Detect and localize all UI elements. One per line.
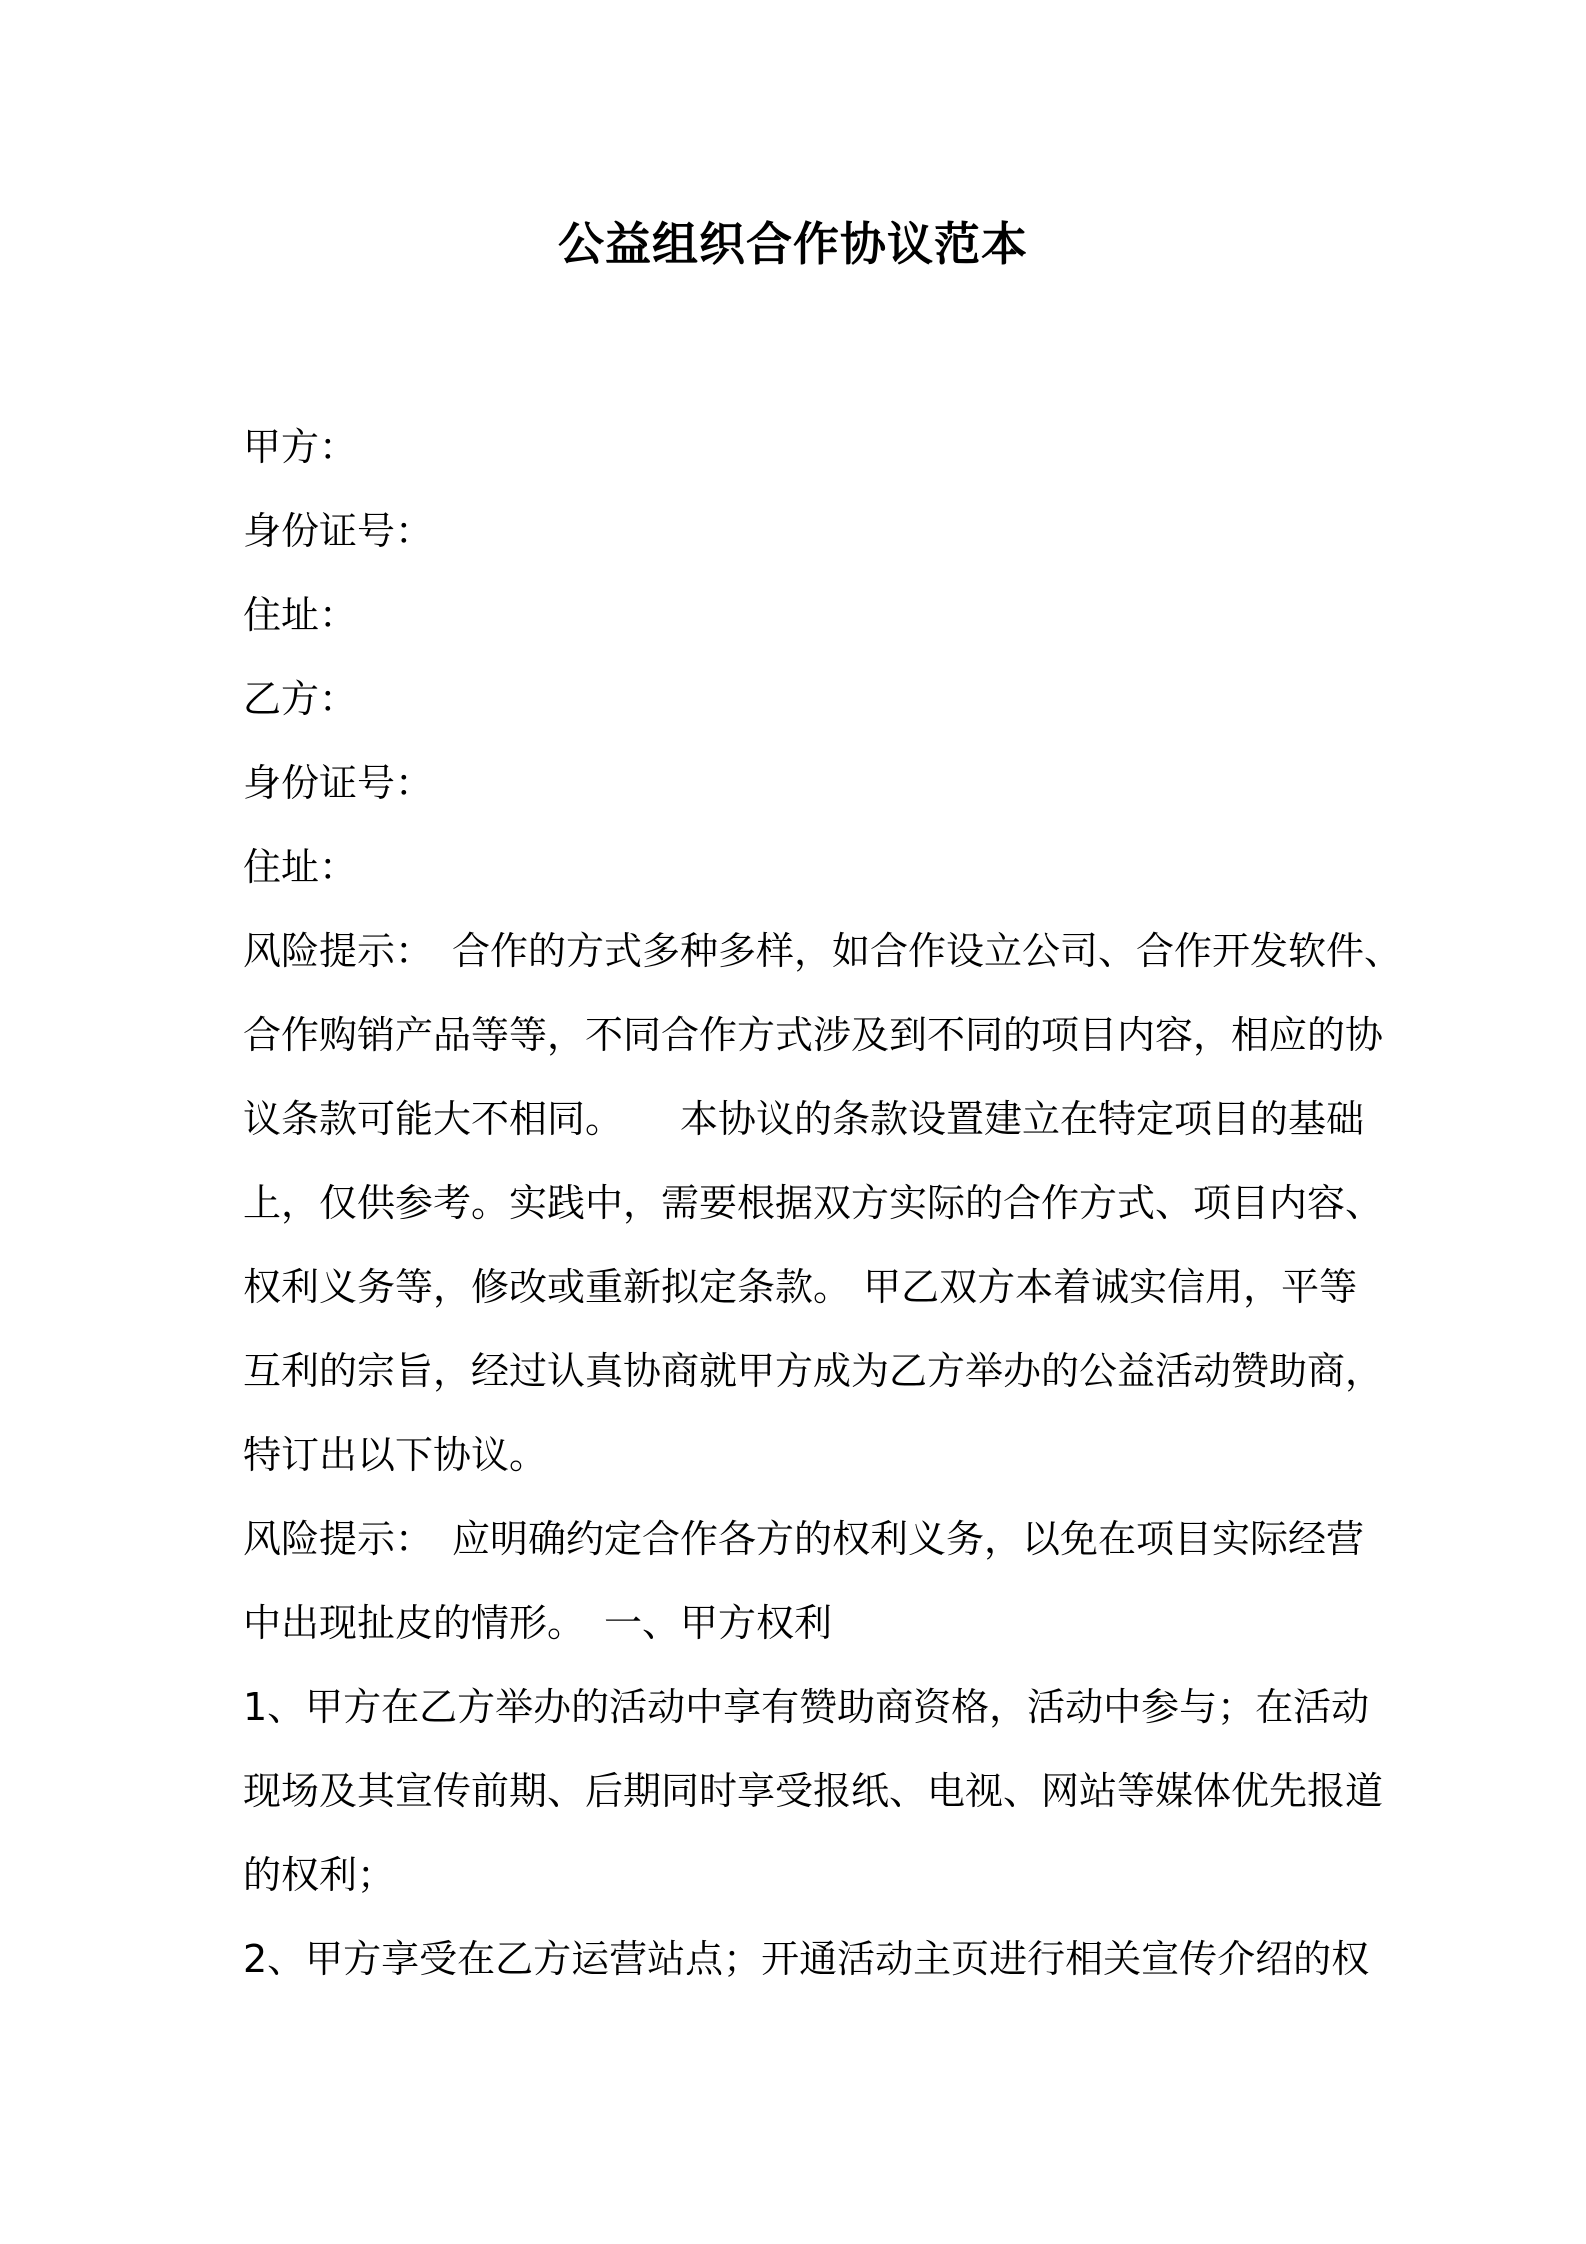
- document-title: 公益组织合作协议范本: [558, 217, 1028, 271]
- risk-tip-paragraph-line: 风险提示： 合作的方式多种多样，如合作设立公司、合作开发软件、: [243, 929, 1403, 973]
- risk-tip-paragraph-line: 合作购销产品等等，不同合作方式涉及到不同的项目内容，相应的协: [243, 1013, 1384, 1057]
- risk-tip-paragraph-line: 互利的宗旨，经过认真协商就甲方成为乙方举办的公益活动赞助商，: [243, 1349, 1384, 1393]
- party-a-line: 甲方：: [243, 425, 358, 469]
- document-body: [243, 405, 1403, 2001]
- risk-tip-paragraph-line: 上，仅供参考。实践中，需要根据双方实际的合作方式、项目内容、: [243, 1181, 1384, 1225]
- risk-tip-paragraph-line: 特订出以下协议。: [243, 1433, 548, 1477]
- risk-tip-paragraph-line: 议条款可能大不相同。 本协议的条款设置建立在特定项目的基础: [243, 1097, 1365, 1141]
- party-b-id-line: 身份证号：: [243, 761, 434, 805]
- party-a-id-line: 身份证号：: [243, 509, 434, 553]
- party-b-address-line: 住址：: [243, 845, 358, 889]
- risk-tip-2-paragraph-line: 风险提示： 应明确约定合作各方的权利义务，以免在项目实际经营: [243, 1517, 1365, 1561]
- party-a-address-line: 住址：: [243, 593, 358, 637]
- risk-tip-paragraph-line: 权利义务等，修改或重新拟定条款。 甲乙双方本着诚实信用，平等: [243, 1265, 1358, 1309]
- clause-1-line: 的权利；: [243, 1853, 396, 1897]
- clause-1-line: 现场及其宣传前期、后期同时享受报纸、电视、网站等媒体优先报道: [243, 1769, 1384, 1813]
- clause-1-line: 1、甲方在乙方举办的活动中享有赞助商资格，活动中参与；在活动: [243, 1685, 1370, 1729]
- clause-2-line: 2、甲方享受在乙方运营站点；开通活动主页进行相关宣传介绍的权: [243, 1937, 1370, 1981]
- risk-tip-2-paragraph-line: 中出现扯皮的情形。 一、甲方权利: [243, 1601, 833, 1645]
- party-b-line: 乙方：: [243, 677, 358, 721]
